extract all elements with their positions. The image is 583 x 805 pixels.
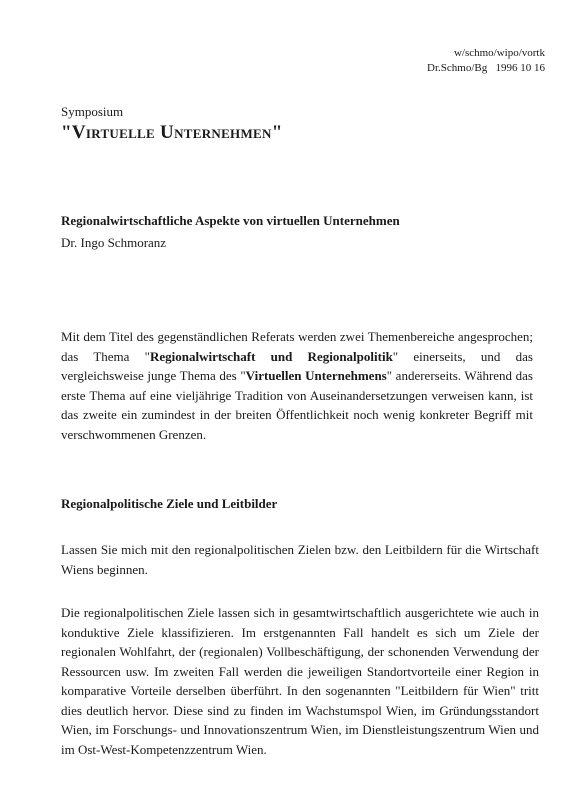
section-paragraph-2: Die regionalpolitischen Ziele lassen sich in gesamtwirtschaftlich ausgerichtete wie auch in konduktive Ziele klassifizieren. Im erstgenannten Fall handelt es sich um Ziele der regionalen Wohlfahrt, der (regionalen) Vollbeschäftigung, der schonenden Verwendung der Ressourcen usw. Im zweiten Fall werden die jeweiligen Standortvorteile einer Region in komparative Vorteile derselben überführt. In den sogenannten "Leitbildern für Wien" tritt dies deutlich hervor. Diese sind zu finden im Wachstumspol Wien, im Gründungsstandort Wien, im Forschungs- und Innovationszentrum Wien, im Dienstleistungszentrum Wien und im Ost-West-Kompetenzzentrum Wien. [61,605,539,757]
intro-text-1: Mit dem Titel des gegenständlichen Referats werden zwei Themenbereiche angesprochen; das Thema " [61,329,533,364]
reference-block [427,46,545,75]
intro-text-3: " andererseits. Während das erste Thema auf eine vieljährige Tradition von Auseinandersetzungen verweisen kann, ist das zweite ein zumindest in der breiten Öffentlichkeit noch wenig konkreter Begriff mit verschwommenen Grenzen. [61,368,533,442]
section-paragraph-1: Lassen Sie mich mit den regionalpolitischen Zielen bzw. den Leitbildern für die Wirtschaft Wiens beginnen. [61,542,539,577]
intro-bold-2: Virtuellen Unternehmens [245,368,387,383]
intro-bold-1: Regionalwirtschaft und Regionalpolitik [149,348,393,364]
paper-heading: Regionalwirtschaftliche Aspekte von virtuellen Unternehmen [61,213,400,228]
intro-paragraph [61,327,533,444]
reference-path: w/schmo/wipo/vortk [453,47,545,59]
author-name: Dr. Ingo Schmoranz [61,235,167,250]
symposium-label: Symposium [61,104,124,119]
section-heading: Regionalpolitische Ziele und Leitbilder [61,496,278,511]
reference-author-date: Dr.Schmo/Bg 1996 10 16 [427,61,545,74]
symposium-title: "Virtuelle Unternehmen" [61,122,283,143]
intro-text-2: " einerseits, und das vergleichsweise junge Thema des " [61,348,533,383]
